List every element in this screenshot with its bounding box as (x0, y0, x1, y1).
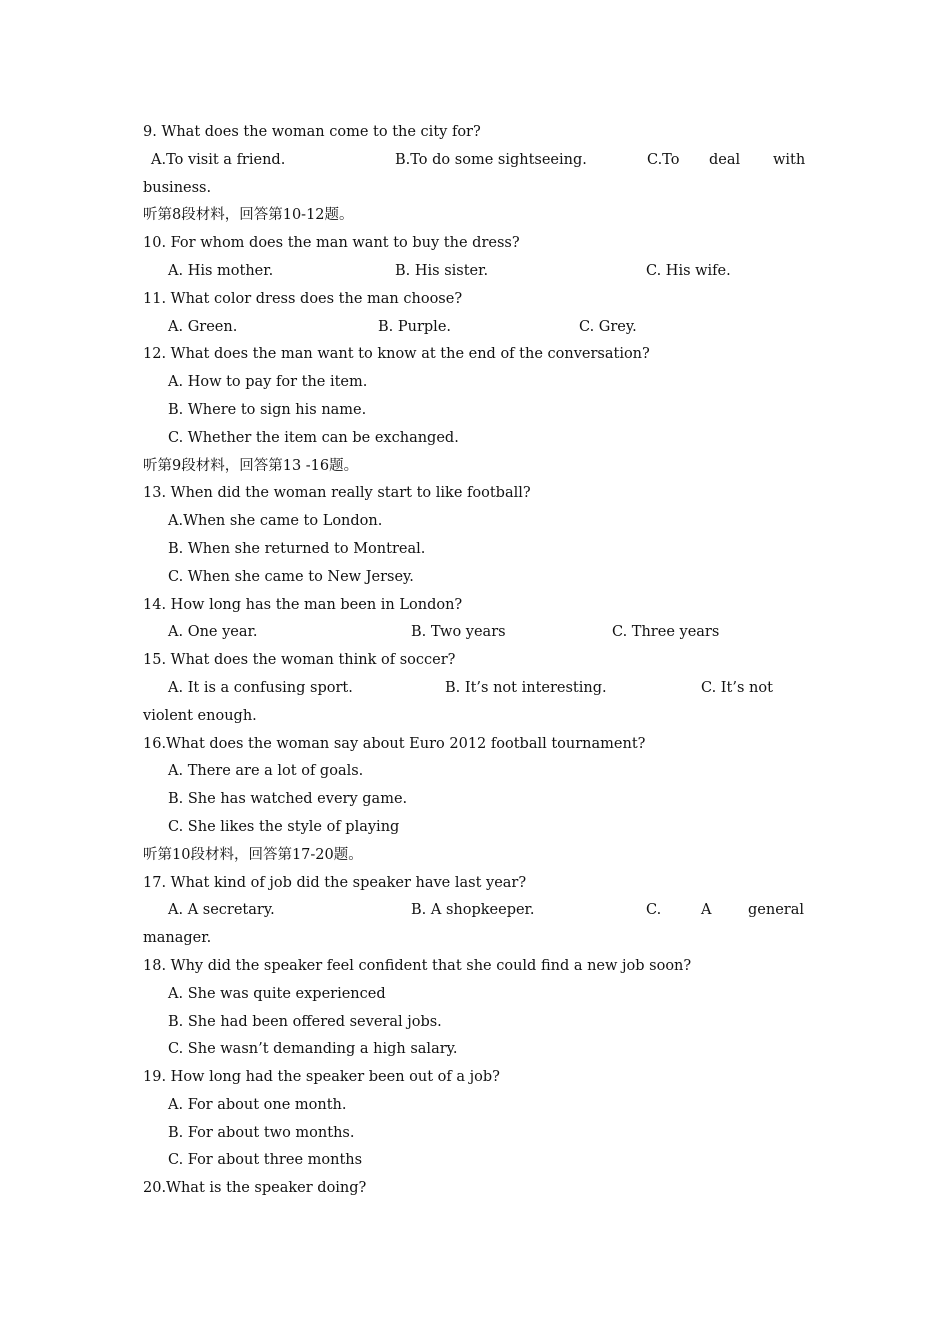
option-c: C. Whether the item can be exchanged. (168, 429, 459, 446)
option-a: A. How to pay for the item. (168, 374, 368, 391)
option-b: B.To do some sightseeing. (395, 151, 587, 168)
option-a: A. She was quite experienced (168, 985, 386, 1002)
option-c-continuation: violent enough. (143, 707, 257, 724)
section-heading-9: 听第9段材料，回答第13 -16题。 (143, 457, 359, 474)
option-c-continuation: manager. (143, 930, 212, 947)
option-c: C. She wasn’t demanding a high salary. (168, 1041, 458, 1058)
option-b: B. A shopkeeper. (411, 902, 535, 919)
option-a: A.To visit a friend. (151, 151, 286, 168)
option-a: A. There are a lot of goals. (168, 763, 364, 780)
option-c: C. His wife. (646, 262, 731, 279)
question-12: 12. What does the man want to know at the end of the conversation? (143, 346, 650, 363)
question-16: 16.What does the woman say about Euro 2012 football tournament? (143, 735, 646, 752)
question-17: 17. What kind of job did the speaker have last year? (143, 874, 527, 891)
option-b: B. His sister. (395, 262, 489, 279)
question-13: 13. When did the woman really start to like football? (143, 485, 531, 502)
question-11: 11. What color dress does the man choose? (143, 290, 463, 307)
option-b: B. Purple. (378, 318, 452, 335)
option-c: C. For about three months (168, 1152, 363, 1169)
option-b: B. Where to sign his name. (168, 401, 367, 418)
option-c-word-2: A (701, 902, 712, 919)
option-a: A. One year. (168, 624, 258, 641)
question-10-options (143, 258, 807, 286)
question-11-options (143, 314, 807, 342)
question-9: 9. What does the woman come to the city for? (143, 124, 481, 140)
option-b: B. She had been offered several jobs. (168, 1013, 442, 1030)
option-b: B. For about two months. (168, 1124, 355, 1141)
question-17-options (143, 897, 807, 925)
option-a: A. For about one month. (168, 1096, 347, 1113)
question-20: 20.What is the speaker doing? (143, 1180, 367, 1197)
option-b: B. She has watched every game. (168, 791, 408, 808)
option-b: B. Two years (411, 624, 506, 641)
question-15-options (143, 675, 807, 703)
section-heading-10: 听第10段材料，回答第17-20题。 (143, 846, 363, 863)
option-b: B. It’s not interesting. (445, 679, 607, 696)
option-c-word-3: with (773, 151, 806, 168)
question-10: 10. For whom does the man want to buy the dress? (143, 235, 520, 252)
option-a: A.When she came to London. (168, 513, 383, 530)
question-14: 14. How long has the man been in London? (143, 596, 463, 613)
option-c: C. She likes the style of playing (168, 818, 400, 835)
option-a: A. A secretary. (168, 902, 275, 919)
section-heading-8: 听第8段材料，回答第10-12题。 (143, 207, 354, 224)
question-14-options (143, 619, 807, 647)
question-19: 19. How long had the speaker been out of a job? (143, 1069, 500, 1086)
option-b: B. When she returned to Montreal. (168, 540, 426, 557)
question-18: 18. Why did the speaker feel confident that she could find a new job soon? (143, 957, 692, 974)
option-c-word-3: general (748, 902, 804, 919)
question-15: 15. What does the woman think of soccer? (143, 652, 456, 669)
listening-questions (143, 119, 807, 1203)
option-c: C. Grey. (579, 318, 637, 335)
option-c: C. When she came to New Jersey. (168, 568, 414, 585)
option-a: A. Green. (168, 318, 238, 335)
option-c-continuation: business. (143, 179, 212, 196)
question-9-options (143, 147, 807, 175)
option-a: A. His mother. (168, 262, 274, 279)
option-c-word-1: C. (646, 902, 662, 919)
option-a: A. It is a confusing sport. (168, 679, 353, 696)
option-c: C. It’s not (701, 679, 773, 696)
option-c-word-1: C.To (647, 151, 680, 168)
option-c-word-2: deal (709, 151, 741, 168)
option-c: C. Three years (612, 624, 720, 641)
